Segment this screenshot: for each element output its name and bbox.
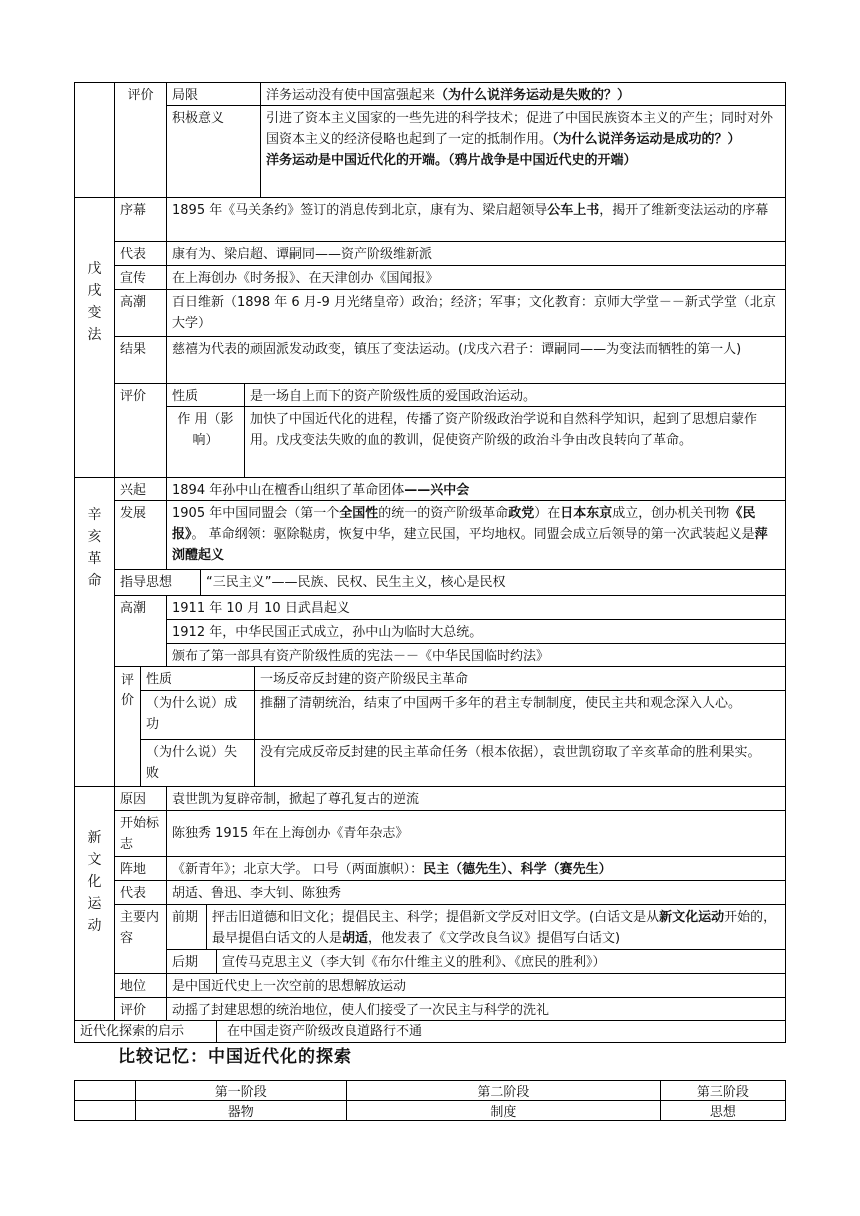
compare-header-cell: 第二阶段 — [347, 1081, 661, 1101]
wuxu-gaochao-label: 高潮 — [114, 289, 167, 337]
xinhai-section-label: 辛亥革命 — [74, 477, 115, 787]
wuxu-section-label: 戊戌变法 — [74, 197, 115, 478]
xinhai-gaochao-2: 1912 年，中华民国正式成立，孙中山为临时大总统。 — [166, 619, 786, 644]
wuxu-xuanchuan-text: 在上海创办《时务报》、在天津创办《国闻报》 — [166, 265, 786, 290]
yangwu-jiji-text: 引进了资本主义国家的一些先进的科学技术；促进了中国民族资本主义的产生；同时对外国资本主义的经济侵略也起到了一定的抵制作用。（为什么说洋务运动是成功的？） 洋务运动是中国近代化的开端。（鸦片战争是中国近代史的开端） — [260, 105, 786, 198]
xwh-houqi-text: 宣传马克思主义（李大钊《布尔什维主义的胜利》、《庶民的胜利》） — [216, 949, 786, 974]
yangwu-juxian-label: 局限 — [166, 82, 261, 106]
xinhai-xingqi-label: 兴起 — [114, 477, 167, 501]
compare-value-cell: 思想 — [660, 1101, 785, 1121]
xwh-zhendi-label: 阵地 — [114, 856, 167, 881]
wuxu-gaochao-text: 百日维新（1898 年 6 月-9 月光绪皇帝）政治；经济；军事；文化教育：京师大学堂－－新式学堂（北京大学） — [166, 289, 786, 337]
xinhai-fazhan-label: 发展 — [114, 500, 167, 570]
xinhai-xingzhi-label: 性质 — [140, 666, 255, 691]
xinhai-chenggong-text: 推翻了清朝统治，结束了中国两千多年的君主专制制度，使民主共和观念深入人心。 — [254, 690, 786, 740]
wuxu-daibiao-text: 康有为、梁启超、谭嗣同——资产阶级维新派 — [166, 241, 786, 266]
xinhai-pingjia-label: 评价 — [114, 666, 141, 787]
xwh-yuanyin-text: 袁世凯为复辟帝制，掀起了尊孔复古的逆流 — [166, 786, 786, 811]
xwh-neirong-label: 主要内容 — [114, 904, 167, 974]
wuxu-daibiao-label: 代表 — [114, 241, 167, 266]
yangwu-pingjia-label: 评价 — [114, 82, 167, 198]
xinhai-gaochao-1: 1911 年 10 月 10 日武昌起义 — [166, 595, 786, 620]
wuxu-xumu-text: 1895 年《马关条约》签订的消息传到北京，康有为、梁启超领导公车上书，揭开了维新变法运动的序幕 — [166, 197, 786, 242]
xwh-diwei-label: 地位 — [114, 973, 167, 998]
xinhai-xingqi-text: 1894 年孙中山在檀香山组织了革命团体——兴中会 — [166, 477, 786, 501]
compare-table — [74, 1080, 786, 1121]
xwh-zhendi-text: 《新青年》；北京大学。 口号（两面旗帜）：民主（德先生）、科学（赛先生） — [166, 856, 786, 881]
xwh-diwei-text: 是中国近代史上一次空前的思想解放运动 — [166, 973, 786, 998]
wuxu-xumu-label: 序幕 — [114, 197, 167, 242]
wuxu-xuanchuan-label: 宣传 — [114, 265, 167, 290]
xwh-qianqi-text: 抨击旧道德和旧文化；提倡民主、科学；提倡新文学反对旧文学。(白话文是从新文化运动开始的，最早提倡白话文的人是胡适，他发表了《文学改良刍议》提倡写白话文) — [206, 904, 786, 950]
compare-corner-cell — [75, 1101, 136, 1121]
compare-value-cell: 制度 — [347, 1101, 661, 1121]
xwh-daibiao-text: 胡适、鲁迅、李大钊、陈独秀 — [166, 880, 786, 905]
xinhai-chenggong-label: （为什么说）成功 — [140, 690, 255, 740]
yangwu-jiji-label: 积极意义 — [166, 105, 261, 198]
xinhai-shibai-text: 没有完成反帝反封建的民主革命任务（根本依据），袁世凯窃取了辛亥革命的胜利果实。 — [254, 739, 786, 787]
compare-corner-cell — [75, 1081, 136, 1101]
wuxu-pingjia-label: 评价 — [114, 383, 167, 478]
xwh-kaishi-text: 陈独秀 1915 年在上海创办《青年杂志》 — [166, 810, 786, 857]
compare-value-cell: 器物 — [135, 1101, 347, 1121]
xwh-pingjia-text: 动摇了封建思想的统治地位，使人们接受了一次民主与科学的洗礼 — [166, 997, 786, 1021]
compare-header-cell: 第三阶段 — [660, 1081, 785, 1101]
xinhai-zhidao-text: “三民主义”——民族、民权、民生主义，核心是民权 — [200, 569, 786, 596]
yangwu-juxian-text: 洋务运动没有使中国富强起来（为什么说洋务运动是失败的？） — [260, 82, 786, 106]
qishi-text: 在中国走资产阶级改良道路行不通 — [216, 1020, 786, 1043]
xinhai-gaochao-label: 高潮 — [114, 595, 167, 667]
yangwu-section-cell — [74, 82, 115, 198]
wuxu-jieguo-text: 慈禧为代表的顽固派发动政变，镇压了变法运动。(戊戌六君子：谭嗣同——为变法而牺牲的第一人) — [166, 336, 786, 384]
wuxu-jieguo-label: 结果 — [114, 336, 167, 384]
xinhai-zhidao-label: 指导思想 — [114, 569, 201, 596]
compare-title: 比较记忆：中国近代化的探索 — [118, 1047, 352, 1067]
wuxu-xingzhi-text: 是一场自上而下的资产阶级性质的爱国政治运动。 — [244, 383, 786, 407]
xinhai-shibai-label: （为什么说）失败 — [140, 739, 255, 787]
xinhai-xingzhi-text: 一场反帝反封建的资产阶级民主革命 — [254, 666, 786, 691]
compare-header-cell: 第一阶段 — [135, 1081, 347, 1101]
qishi-label: 近代化探索的启示 — [74, 1020, 217, 1043]
wuxu-zuoyong-text: 加快了中国近代化的进程，传播了资产阶级政治学说和自然科学知识，起到了思想启蒙作用。戊戌变法失败的血的教训，促使资产阶级的政治斗争由改良转向了革命。 — [244, 406, 786, 478]
xinwenhua-section-label: 新文化运动 — [74, 786, 115, 1021]
xwh-qianqi-label: 前期 — [166, 904, 207, 950]
xwh-pingjia-label: 评价 — [114, 997, 167, 1021]
wuxu-zuoyong-label: 作 用（影响） — [166, 406, 245, 478]
compare-header-row — [75, 1081, 786, 1101]
xinhai-gaochao-3: 颁布了第一部具有资产阶级性质的宪法－－《中华民国临时约法》 — [166, 643, 786, 667]
xwh-houqi-label: 后期 — [166, 949, 217, 974]
xwh-daibiao-label: 代表 — [114, 880, 167, 905]
wuxu-xingzhi-label: 性质 — [166, 383, 245, 407]
xinhai-fazhan-text: 1905 年中国同盟会（第一个全国性的统一的资产阶级革命政党）在日本东京成立，创办机关刊物《民报》。 革命纲领：驱除鞑虏，恢复中华，建立民国，平均地权。同盟会成立后领导的第一次武装起义是萍浏醴起义 — [166, 500, 786, 570]
xwh-yuanyin-label: 原因 — [114, 786, 167, 811]
compare-value-row — [75, 1101, 786, 1121]
xwh-kaishi-label: 开始标志 — [114, 810, 167, 857]
